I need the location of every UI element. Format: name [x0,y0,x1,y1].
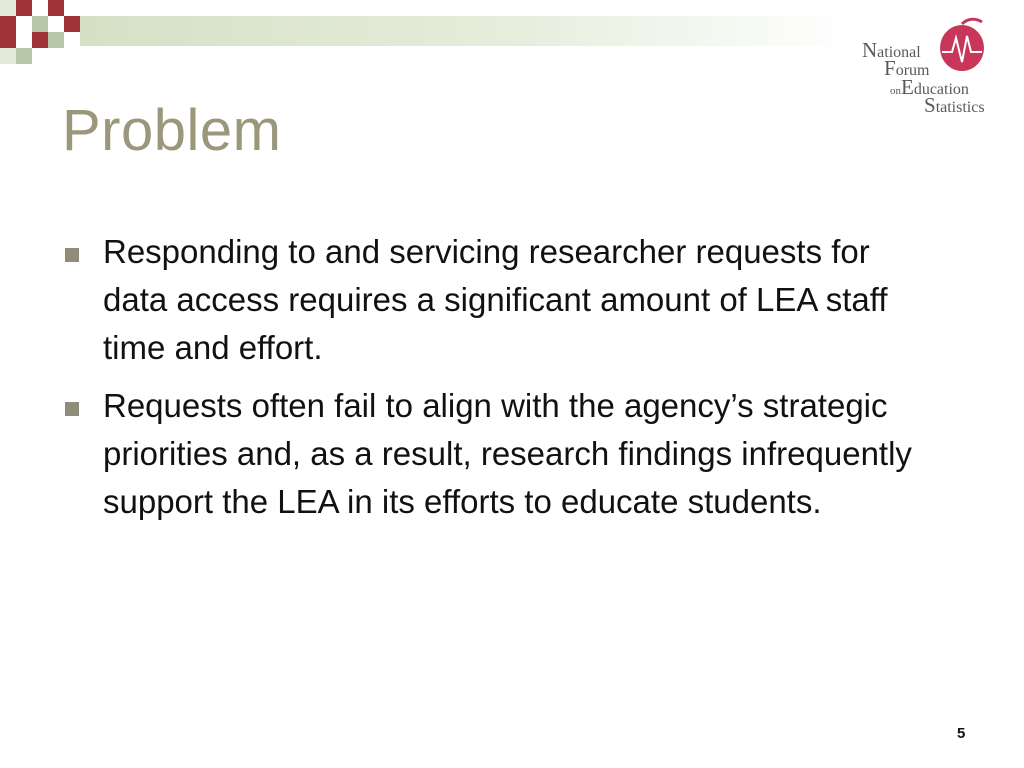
logo-line-statistics: Statistics [924,93,985,117]
square-bullet-icon [65,248,79,262]
square-bullet-icon [65,402,79,416]
slide-title: Problem [62,98,282,163]
bullet-item [62,228,942,372]
page-number: 5 [957,725,966,742]
header-band [80,16,855,46]
logo-line-national: National [862,38,921,62]
bullet-text: Responding to and servicing researcher requests for data access requires a significant amount of LEA staff time and effort. [103,233,888,366]
logo [858,16,998,116]
logo-line-education: onEducation [890,75,969,99]
bullet-item [62,382,942,526]
bullet-text: Requests often fail to align with the agency’s strategic priorities and, as a result, research findings infrequently support the LEA in its efforts to educate students. [103,387,912,520]
bullet-list [62,228,942,536]
logo-line-forum: Forum [884,56,930,80]
